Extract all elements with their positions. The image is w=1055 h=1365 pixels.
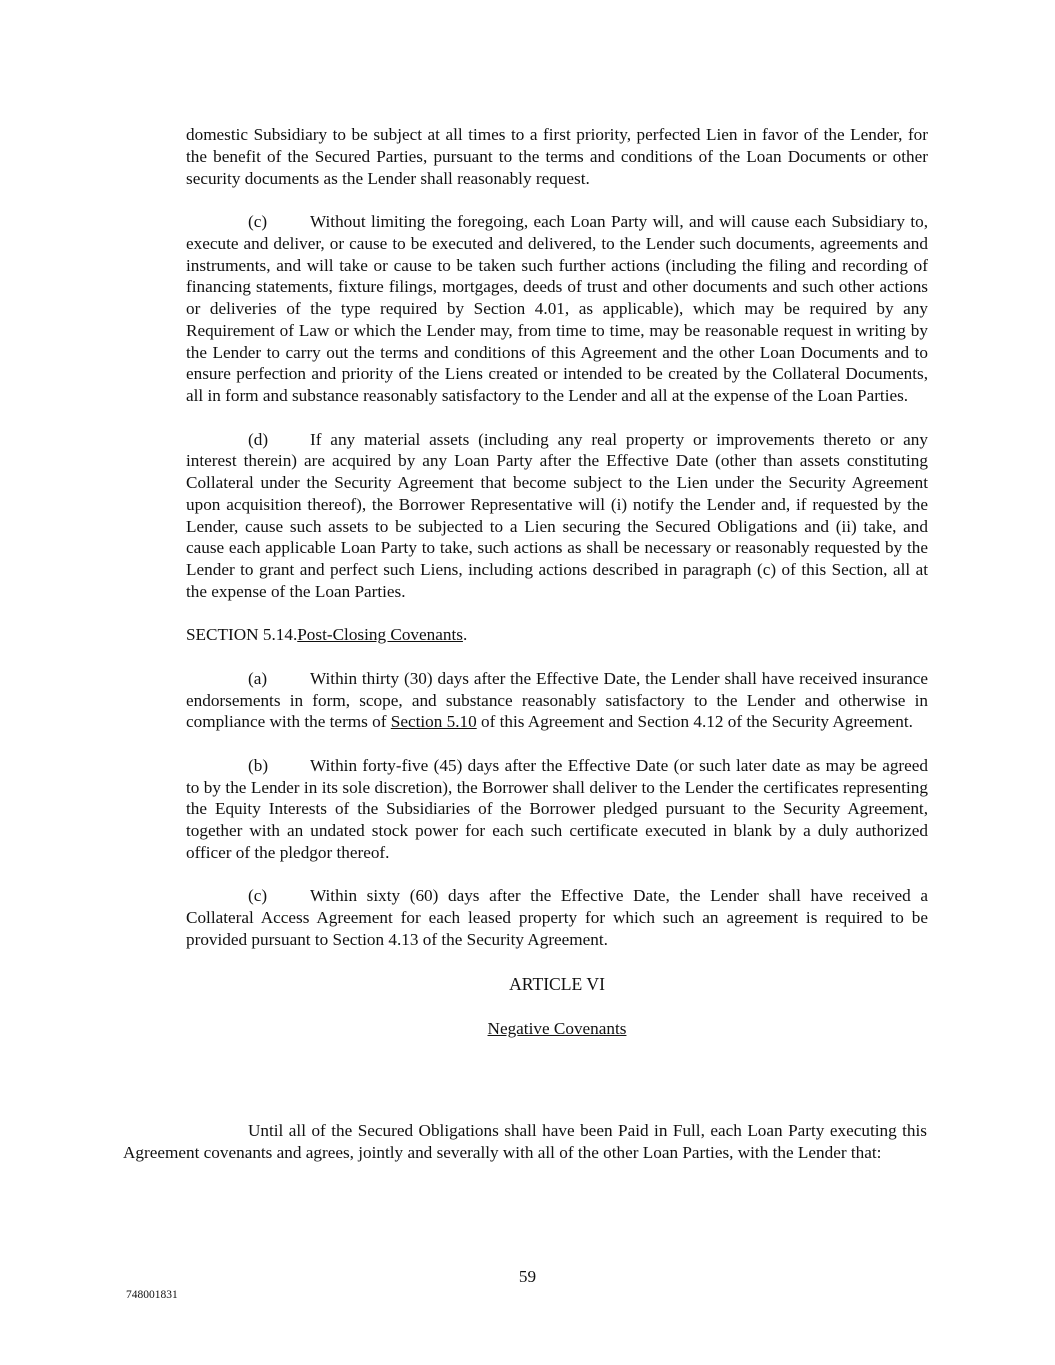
section-number: SECTION 5.14. [186, 625, 298, 645]
document-id: 748001831 [126, 1289, 178, 1301]
post-closing-c [186, 885, 928, 950]
article-intro-rest: executing this Agreement covenants and agrees, jointly and severally with all of the other Loan Parties, with the Lender that: [123, 1121, 927, 1162]
paragraph-d-label: (d) [248, 429, 269, 449]
article-intro-paragraph [123, 1120, 927, 1164]
paragraph-d [186, 429, 928, 603]
paragraph-c [186, 211, 928, 407]
post-closing-a [186, 668, 928, 733]
post-closing-a-text-end: of this Agreement and Section 4.12 of the Security Agreement. [476, 712, 913, 732]
continued-paragraph [186, 124, 928, 189]
section-reference-link[interactable]: Section 5.10 [390, 712, 477, 732]
paragraph-c-label: (c) [248, 212, 268, 231]
post-closing-b-text: Within forty-five (45) days after the Effective Date (or such later date as may be agreed to by the Lender in its sole discretion), the Borrower shall deliver to the Lender the certificates representing the Equity Interests of the Subsidiaries of the Borrower pledged pursuant to the Security Agreement, together with an undated stock power for each such certificate executed in blank by a duly authorized officer of the pledgor thereof. [186, 755, 928, 862]
article-subheading-text: Negative Covenants [487, 1018, 627, 1038]
post-closing-b [186, 755, 928, 864]
paragraph-d-text: If any material assets (including any real property or improvements thereto or any interest therein) are acquired by any Loan Party after the Effective Date (other than assets constituting Collateral under the Security Agreement that become subject to the Lien under the Security Agreement upon acquisition thereof), the Borrower Representative will (i) notify the Lender and, if requested by the Lender, cause such assets to be subjected to a Lien securing the Secured Obligations and (ii) take, and cause each applicable Loan Party to take, such actions as shall be necessary or reasonably requested by the Lender to grant and perfect such Liens, including actions described in paragraph (c) of this Section, all at the expense of the Loan Parties. [186, 429, 928, 601]
article-intro-first: Until all of the Secured Obligations shall have been Paid in Full, each Loan Party [248, 1121, 825, 1140]
page-number: 59 [518, 1267, 537, 1286]
paragraph-c-text: Without limiting the foregoing, each Loan Party will, and will cause each Subsidiary to, execute and deliver, or cause to be executed and delivered, to the Lender such documents, agreements and instruments, and will take or cause to be taken such further actions (including the filing and recording of financing statements, fixture filings, mortgages, deeds of trust and other documents and such other actions or deliveries of the type required by Section 4.01, as applicable), which may be required by any Requirement of Law or which the Lender may, from time to time, may be reasonable request in writing by the Lender to carry out the terms and conditions of this Agreement and the other Loan Documents and to ensure perfection and priority of the Liens created or intended to be created by the Collateral Documents, all in form and substance reasonably satisfactory to the Lender and all at the expense of the Loan Parties. [186, 212, 928, 405]
post-closing-a-label: (a) [248, 668, 268, 688]
section-title: Post-Closing Covenants [297, 625, 463, 645]
post-closing-b-label: (b) [248, 755, 269, 775]
post-closing-a-text: Within thirty (30) days after the Effective Date, the Lender shall have received insurance endorsements in form, scope, and substance reasonably satisfactory to the Lender and otherwise in compliance with the terms of [186, 668, 928, 732]
article-subheading [186, 1018, 928, 1040]
post-closing-c-text: Within sixty (60) days after the Effective Date, the Lender shall have received a Collateral Access Agreement for each leased property for which such an agreement is required to be provided pursuant to Section 4.13 of the Security Agreement. [186, 886, 928, 949]
continued-paragraph-text: domestic Subsidiary to be subject at all times to a first priority, perfected Lien in favor of the Lender, for the benefit of the Secured Parties, pursuant to the terms and conditions of the Loan Documents or other security documents as the Lender shall reasonably request. [186, 125, 928, 188]
post-closing-c-label: (c) [248, 886, 268, 906]
article-heading: ARTICLE VI [509, 974, 605, 995]
section-title-period: . [462, 625, 468, 645]
document-body [186, 124, 928, 1061]
section-heading [186, 624, 928, 646]
